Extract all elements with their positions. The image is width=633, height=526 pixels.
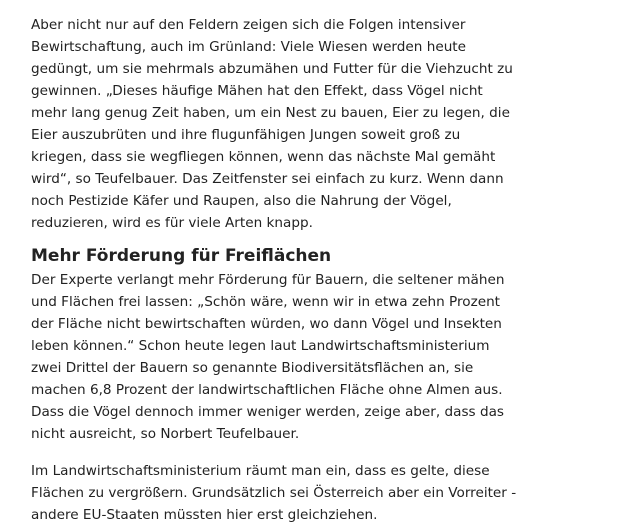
text-line: andere EU-Staaten müssten hier erst gleichziehen. <box>31 507 378 523</box>
text-line: Der Experte verlangt mehr Förderung für Bauern, die seltener mähen <box>31 272 505 288</box>
paragraph-spacer <box>31 445 621 460</box>
text-line: der Fläche nicht bewirtschaften würden, wo dann Vögel und Insekten <box>31 316 502 332</box>
text-line: gewinnen. „Dieses häufige Mähen hat den Effekt, dass Vögel nicht <box>31 83 483 99</box>
text-line: Im Landwirtschaftsministerium räumt man ein, dass es gelte, diese <box>31 463 490 479</box>
text-line: Eier auszubrüten und ihre flugunfähigen Jungen soweit groß zu <box>31 127 461 143</box>
text-line: reduzieren, wird es für viele Arten knapp. <box>31 215 313 231</box>
paragraph-folgen-intensiver-bewirtschaftung <box>31 14 621 234</box>
text-line: wird“, so Teufelbauer. Das Zeitfenster sei einfach zu kurz. Wenn dann <box>31 171 504 187</box>
text-line: gedüngt, um sie mehrmals abzumähen und Futter für die Viehzucht zu <box>31 61 513 77</box>
text-line: leben können.“ Schon heute legen laut Landwirtschaftsministerium <box>31 338 490 354</box>
text-line: zwei Drittel der Bauern so genannte Biodiversitätsflächen an, sie <box>31 360 474 376</box>
text-line: machen 6,8 Prozent der landwirtschaftlichen Fläche ohne Almen aus. <box>31 382 503 398</box>
text-line: Bewirtschaftung, auch im Grünland: Viele Wiesen werden heute <box>31 39 466 55</box>
text-line: und Flächen frei lassen: „Schön wäre, wenn wir in etwa zehn Prozent <box>31 294 501 310</box>
text-line: noch Pestizide Käfer und Raupen, also die Nahrung der Vögel, <box>31 193 452 209</box>
text-line: Flächen zu vergrößern. Grundsätzlich sei Österreich aber ein Vorreiter - <box>31 485 517 501</box>
article-body <box>31 14 621 526</box>
section-heading: Mehr Förderung für Freiflächen <box>31 246 332 266</box>
text-line: kriegen, dass sie wegfliegen können, wenn das nächste Mal gemäht <box>31 149 496 165</box>
text-line: mehr lang genug Zeit haben, um ein Nest zu bauen, Eier zu legen, die <box>31 105 510 121</box>
text-line: Dass die Vögel dennoch immer weniger werden, zeige aber, dass das <box>31 404 504 420</box>
paragraph-ministerium <box>31 460 621 526</box>
paragraph-foerderung <box>31 269 621 445</box>
text-line: nicht ausreicht, so Norbert Teufelbauer. <box>31 426 300 442</box>
text-line: Aber nicht nur auf den Feldern zeigen sich die Folgen intensiver <box>31 17 466 33</box>
